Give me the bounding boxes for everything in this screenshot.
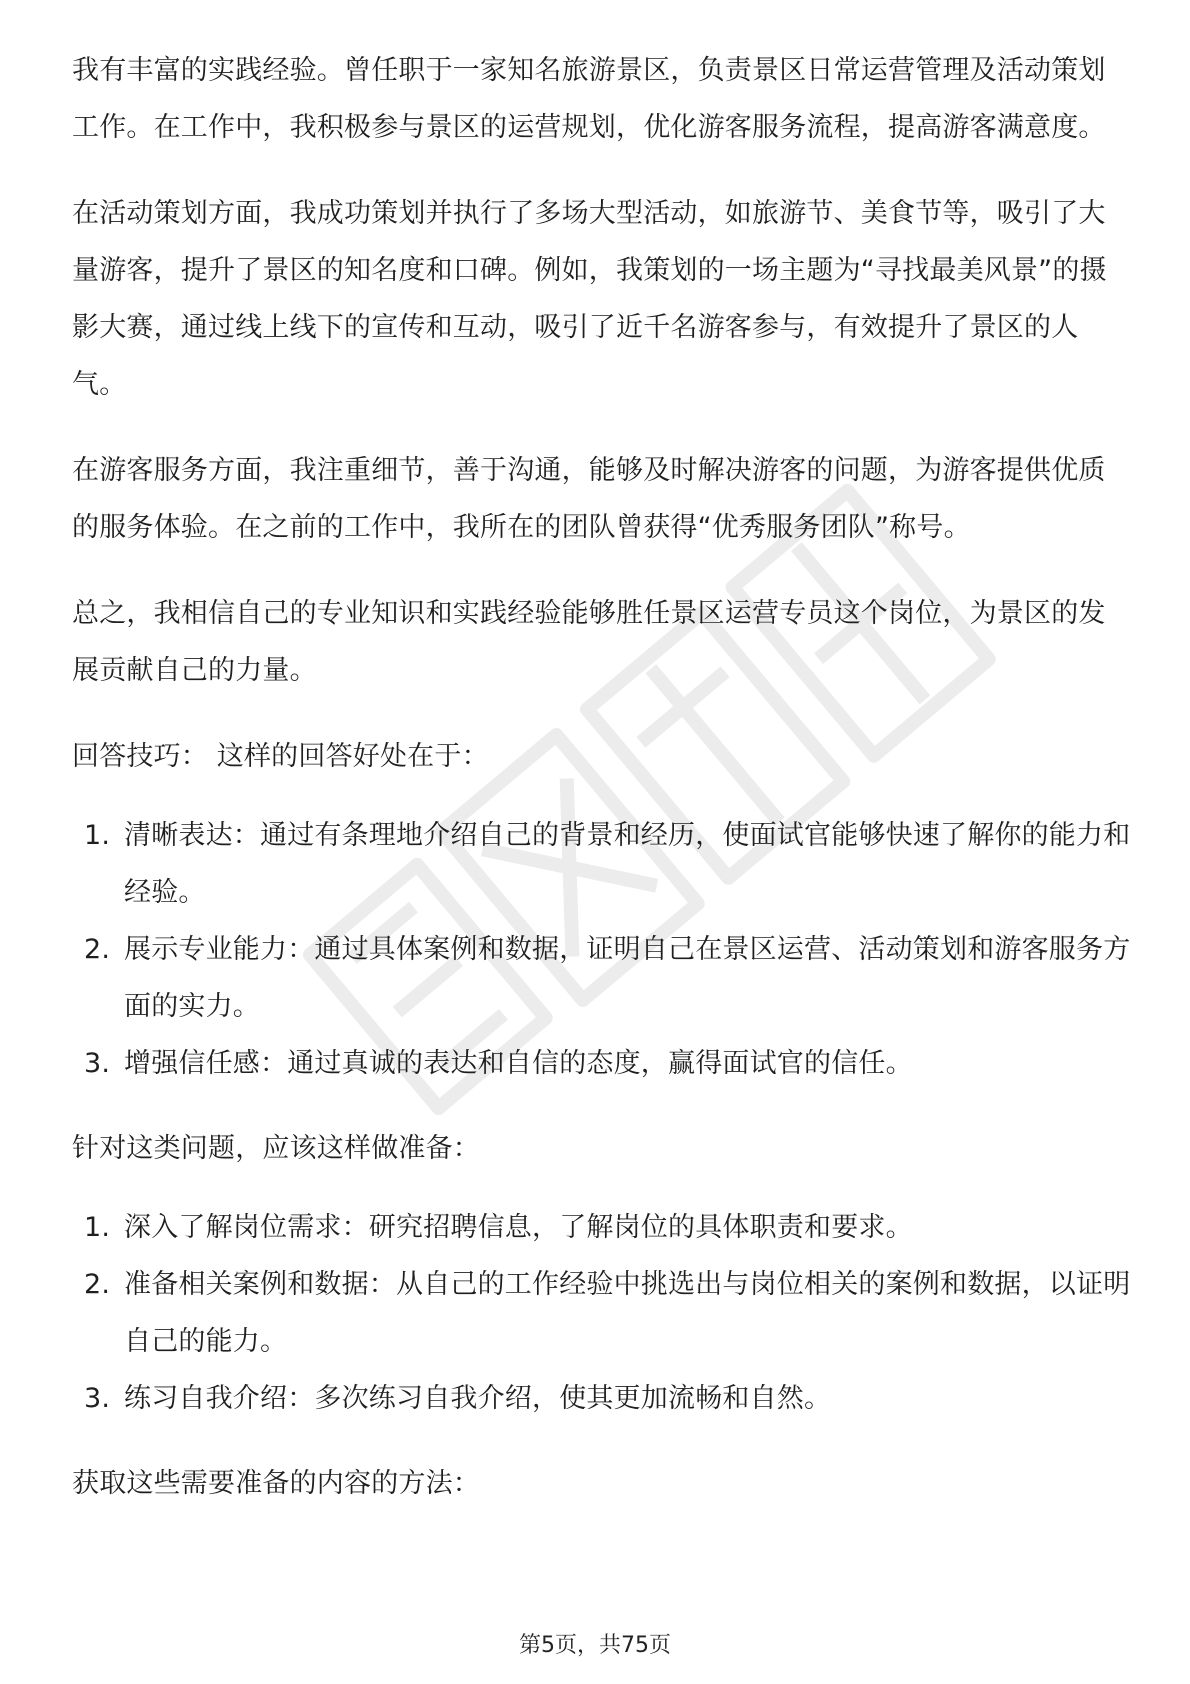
prep-list	[72, 1199, 1132, 1427]
document-page	[72, 42, 1132, 1541]
list-item	[72, 921, 1132, 1035]
list-item-number: 1.	[84, 1212, 111, 1243]
list-item-number: 1.	[84, 820, 111, 851]
list-item	[72, 1035, 1132, 1092]
list-item-number: 3.	[84, 1383, 111, 1414]
list-item-text: 深入了解岗位需求：研究招聘信息，了解岗位的具体职责和要求。	[124, 1212, 913, 1243]
list-item	[72, 807, 1132, 921]
list-item-number: 2.	[84, 1269, 111, 1300]
tips-list	[72, 807, 1132, 1092]
prep-heading: 针对这类问题，应该这样做准备：	[72, 1133, 480, 1164]
methods-heading: 获取这些需要准备的内容的方法：	[72, 1468, 480, 1499]
tips-heading: 回答技巧： 这样的回答好处在于：	[72, 741, 489, 772]
paragraph-experience: 我有丰富的实践经验。曾任职于一家知名旅游景区，负责景区日常运营管理及活动策划工作。在工作中，我积极参与景区的运营规划，优化游客服务流程，提高游客满意度。	[72, 55, 1106, 143]
paragraph-conclusion: 总之，我相信自己的专业知识和实践经验能够胜任景区运营专员这个岗位，为景区的发展贡献自己的力量。	[72, 598, 1106, 686]
list-item-number: 3.	[84, 1048, 111, 1079]
paragraph-visitor-service: 在游客服务方面，我注重细节，善于沟通，能够及时解决游客的问题，为游客提供优质的服务体验。在之前的工作中，我所在的团队曾获得“优秀服务团队”称号。	[72, 455, 1106, 543]
list-item	[72, 1370, 1132, 1427]
list-item-text: 练习自我介绍：多次练习自我介绍，使其更加流畅和自然。	[124, 1383, 832, 1414]
list-item-number: 2.	[84, 934, 111, 965]
list-item-text: 清晰表达：通过有条理地介绍自己的背景和经历，使面试官能够快速了解你的能力和经验。	[124, 820, 1131, 908]
list-item-text: 增强信任感：通过真诚的表达和自信的态度，赢得面试官的信任。	[124, 1048, 913, 1079]
list-item	[72, 1256, 1132, 1370]
paragraph-event-planning: 在活动策划方面，我成功策划并执行了多场大型活动，如旅游节、美食节等，吸引了大量游客，提升了景区的知名度和口碑。例如，我策划的一场主题为“寻找最美风景”的摄影大赛，通过线上线下的宣传和互动，吸引了近千名游客参与，有效提升了景区的人气。	[72, 198, 1107, 400]
list-item-text: 准备相关案例和数据：从自己的工作经验中挑选出与岗位相关的案例和数据，以证明自己的能力。	[124, 1269, 1131, 1357]
page-number-footer: 第5页，共75页	[519, 1633, 671, 1658]
list-item-text: 展示专业能力：通过具体案例和数据，证明自己在景区运营、活动策划和游客服务方面的实力。	[124, 934, 1131, 1022]
list-item	[72, 1199, 1132, 1256]
